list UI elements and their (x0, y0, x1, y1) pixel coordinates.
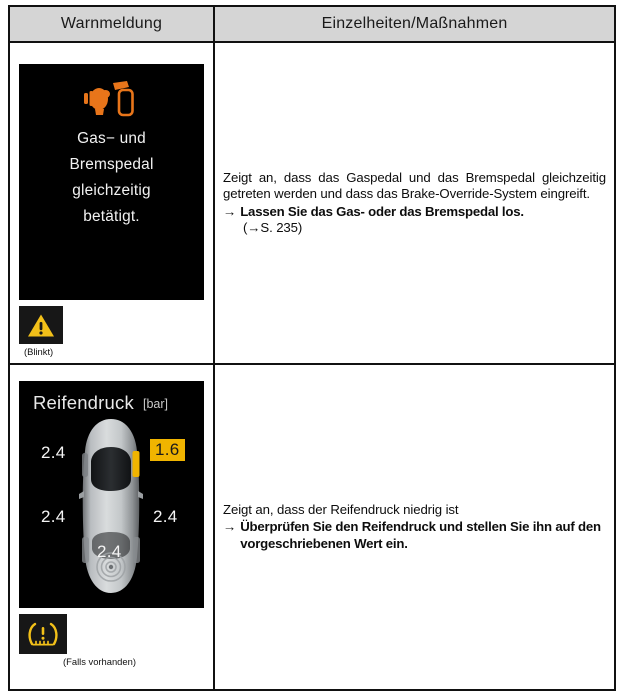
header-label-details: Einzelheiten/Maßnahmen (321, 15, 508, 32)
header-cell-warning-message (10, 7, 213, 41)
tire-pressure-rear-right: 2.4 (153, 507, 178, 526)
message-line: Bremspedal (69, 156, 154, 173)
pedal-warning-icon (82, 80, 142, 122)
header-label-warning-message: Warnmeldung (60, 15, 163, 32)
cell-warning-display-brake-override (10, 43, 213, 363)
table-row (10, 43, 614, 365)
cell-details-brake-override (215, 43, 614, 363)
details-text-block (215, 365, 614, 689)
instrument-display-panel (19, 381, 204, 608)
telltale-chip (19, 306, 63, 344)
message-line: betätigt. (83, 208, 140, 225)
message-line: Gas− und (77, 130, 146, 147)
warning-triangle-icon (26, 312, 56, 339)
tire-pressure-front-right-highlighted: 1.6 (150, 439, 185, 461)
arrow-icon: → (223, 203, 237, 219)
details-paragraph: Zeigt an, dass das Gaspedal und das Bremspedal gleichzeitig getreten werden und dass das Brake-Override-System eingreift. (223, 169, 606, 202)
instrument-display-panel (19, 64, 204, 300)
message-line: gleichzeitig (72, 182, 151, 199)
details-action-line (223, 204, 606, 220)
table-header-row (10, 7, 614, 43)
table-row (10, 365, 614, 689)
details-action-line (223, 519, 606, 552)
header-cell-details (215, 7, 614, 41)
tpms-warning-icon (27, 620, 59, 648)
telltale-caption: (Falls vorhanden) (63, 656, 136, 667)
page-reference: (→S. 235) (243, 219, 303, 235)
cell-warning-display-tire-pressure (10, 365, 213, 689)
tire-pressure-title: Reifendruck (33, 392, 134, 413)
cell-details-tire-pressure (215, 365, 614, 689)
tire-pressure-spare: 2.4 (97, 542, 122, 561)
details-action-text: Überprüfen Sie den Reifendruck und stellen Sie ihn auf den vorgeschriebenen Wert ein. (240, 519, 601, 551)
warning-message-text (19, 126, 204, 230)
telltale-caption: (Blinkt) (24, 346, 54, 357)
details-text-block (215, 43, 614, 363)
telltale-chip (19, 614, 67, 654)
details-paragraph: Zeigt an, dass der Reifendruck niedrig ist (223, 501, 459, 517)
warning-message-table (8, 5, 616, 691)
tire-pressure-front-left: 2.4 (41, 443, 66, 462)
arrow-icon: → (223, 519, 237, 535)
car-top-view-icon (75, 417, 147, 597)
tire-pressure-unit: [bar] (143, 397, 169, 411)
tire-pressure-rear-left: 2.4 (41, 507, 66, 526)
details-action-text: Lassen Sie das Gas- oder das Bremspedal los. (240, 203, 524, 219)
